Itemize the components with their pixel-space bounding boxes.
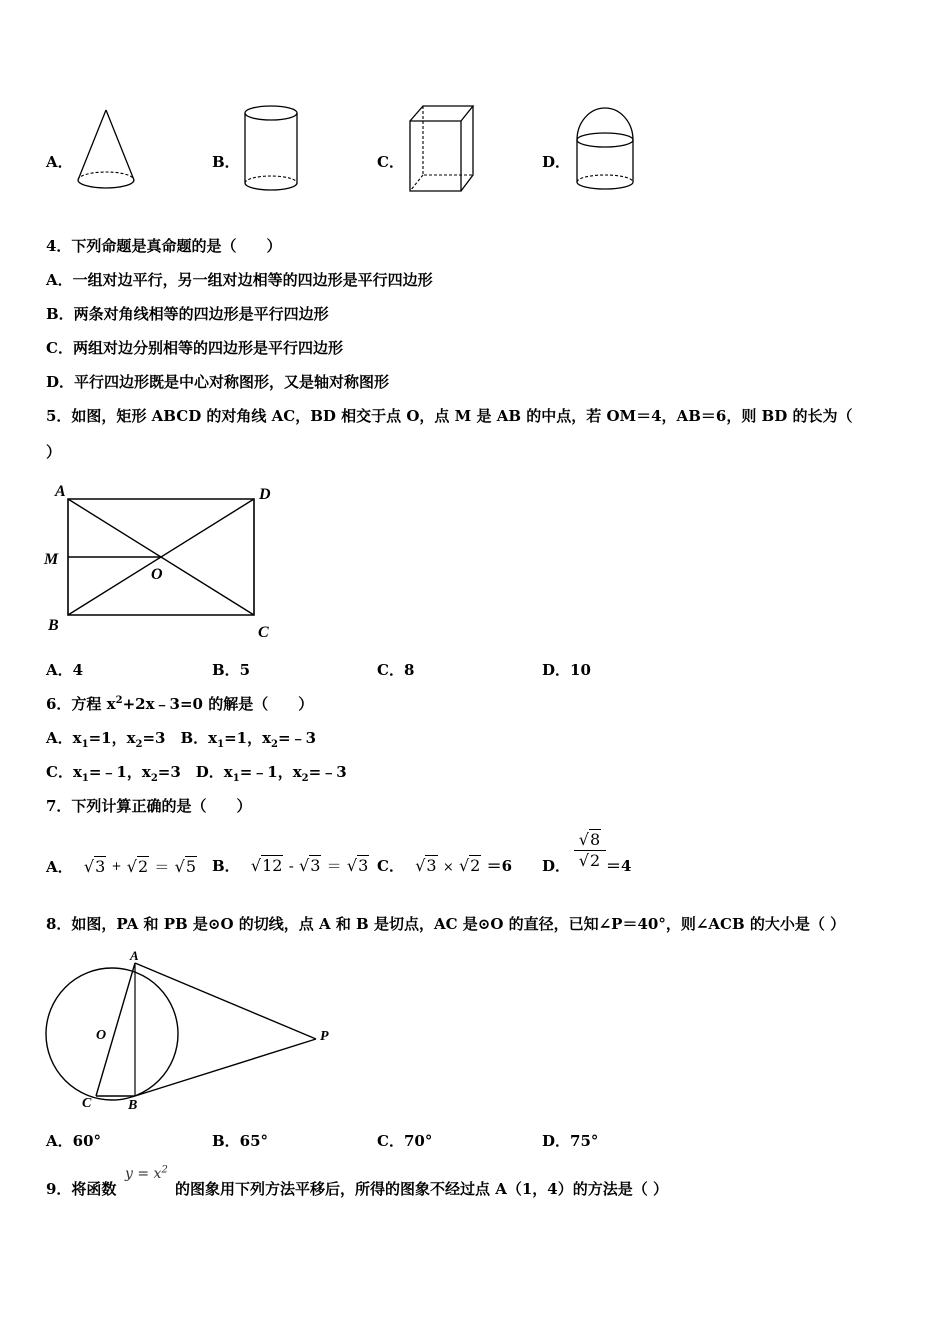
cylinder-with-hemisphere-figure: [574, 104, 636, 194]
q8-option-c: C．70°: [377, 1132, 433, 1150]
q7-option-d-fraction: √8 √2: [574, 830, 606, 870]
q4-stem: 4．下列命题是真命题的是（ ）: [46, 237, 282, 255]
q5-option-c: C．8: [377, 661, 415, 679]
cone-figure: [76, 108, 136, 194]
label-o: O: [96, 1028, 107, 1043]
q4-option-c: C．两组对边分别相等的四边形是平行四边形: [46, 339, 343, 357]
q9-stem-prefix: 9．将函数: [46, 1180, 117, 1198]
label-a: A: [130, 948, 139, 963]
q5-stem-close: ）: [46, 443, 62, 461]
label-c: C: [258, 624, 269, 641]
q8-option-b: B．65°: [212, 1132, 269, 1150]
q7-option-d-label: D．: [542, 857, 571, 875]
label-d: D: [259, 486, 271, 503]
q6-options-cd: C．$x_1=﹣1$，$x_2=3$ D．$x_1=﹣1$，$x_2=﹣3$: [46, 763, 347, 784]
q4-option-b: B．两条对角线相等的四边形是平行四边形: [46, 305, 329, 323]
label-m: M: [44, 551, 59, 568]
q5-option-a: A．4: [46, 661, 84, 679]
q5-stem: 5．如图，矩形 ABCD 的对角线 AC，BD 相交于点 O，点 M 是 AB 的中点，若 OM＝4，AB＝6，则 BD 的长为（: [46, 407, 853, 425]
label-b: B: [128, 1098, 138, 1113]
q4-option-a: A．一组对边平行，另一组对边相等的四边形是平行四边形: [46, 271, 433, 289]
rectangle-abcd-figure: [40, 478, 290, 643]
label-o: O: [151, 566, 163, 583]
q7-option-b: B． √12 - √3 ＝ √3: [212, 856, 369, 875]
q4-option-d: D．平行四边形既是中心对称图形，又是轴对称图形: [46, 373, 390, 391]
q6-options-ab: A．$x_1=1$，$x_2=3$ B．$x_1=1$，$x_2=﹣3$: [46, 729, 317, 750]
q3-option-b-label: B．: [212, 153, 240, 171]
q3-option-c-label: C．: [377, 153, 404, 171]
q3-option-a-label: A．: [46, 153, 73, 171]
q9-stem-suffix: 的图象用下列方法平移后，所得的图象不经过点 A（1，4）的方法是（ ）: [175, 1180, 668, 1198]
label-a: A: [55, 483, 66, 500]
q7-stem: 7．下列计算正确的是（ ）: [46, 797, 252, 815]
q8-option-a: A．60°: [46, 1132, 102, 1150]
circle-tangent-figure: [40, 944, 340, 1124]
q6-stem: 6．方程 $x^2+2x﹣3=0$ 的解是（ ）: [46, 695, 314, 713]
cuboid-figure: [407, 103, 475, 195]
q9-formula: $y = x^2$: [125, 1164, 168, 1182]
q8-option-d: D．75°: [542, 1132, 599, 1150]
q7-option-a: A． √3 + √2 ＝ √5: [46, 857, 197, 876]
q7-option-c: C． √3 × √2 ＝6: [377, 856, 513, 875]
q3-option-d-label: D．: [542, 153, 571, 171]
label-b: B: [48, 617, 59, 634]
q7-option-d-result: ＝4: [606, 857, 632, 875]
label-p: P: [320, 1029, 329, 1044]
label-c: C: [82, 1096, 92, 1111]
cylinder-figure: [243, 104, 299, 194]
q5-option-d: D．10: [542, 661, 591, 679]
q8-stem: 8．如图，PA 和 PB 是⊙O 的切线，点 A 和 B 是切点，AC 是⊙O 的直径，已知∠P＝40°，则∠ACB 的大小是（ ）: [46, 915, 846, 933]
q5-option-b: B．5: [212, 661, 251, 679]
